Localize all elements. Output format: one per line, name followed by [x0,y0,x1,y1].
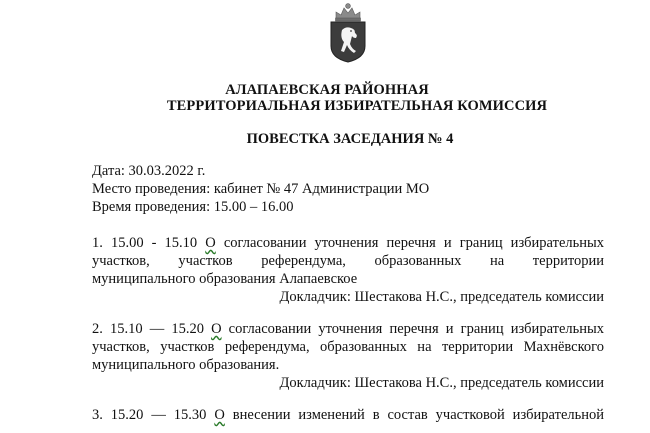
commission-name-line1: АЛАПАЕВСКАЯ РАЙОННАЯ [225,82,429,98]
agenda-item-line: муниципального образования. [92,357,280,373]
item-reporter: Докладчик: Шестакова Н.С., председатель комиссии [279,375,604,391]
agenda-item-line [92,234,604,252]
item-spellcheck-word: О [205,235,216,251]
item-time: 2. 15.10 — 15.20 [92,321,212,337]
item-spellcheck-word: О [211,321,222,337]
item-time: 1. 15.00 - 15.10 [92,235,206,251]
agenda-item-line: участков, участков референдума, образованных на территории [92,253,604,269]
agenda-item [92,406,604,424]
agenda-item [92,234,604,306]
agenda-item-line [92,406,604,424]
agenda-item-line [92,320,604,338]
item-text: согласовании уточнения перечня и границ избирательных [221,321,604,337]
meeting-place: Место проведения: кабинет № 47 Администрации МО [92,181,430,197]
meeting-date: Дата: 30.03.2022 г. [92,163,206,179]
item-time: 3. 15.20 — 15.30 [92,407,215,423]
item-spellcheck-word: О [214,407,225,423]
item-text: внесении изменений в состав участковой избирательной [224,407,605,423]
item-text: согласовании уточнения перечня и границ избирательных [215,235,604,251]
meeting-time: Время проведения: 15.00 – 16.00 [92,199,294,215]
agenda-item-line: муниципального образования Алапаевское [92,271,358,287]
item-reporter: Докладчик: Шестакова Н.С., председатель комиссии [279,289,604,305]
commission-name-line2: ТЕРРИТОРИАЛЬНАЯ ИЗБИРАТЕЛЬНАЯ КОМИССИЯ [166,98,548,114]
coat-of-arms-icon [327,2,369,64]
agenda-item-line: участков, участков референдума, образованных на территории Махнёвского [92,339,604,355]
agenda-title: ПОВЕСТКА ЗАСЕДАНИЯ № 4 [246,131,454,147]
agenda-item [92,320,604,392]
